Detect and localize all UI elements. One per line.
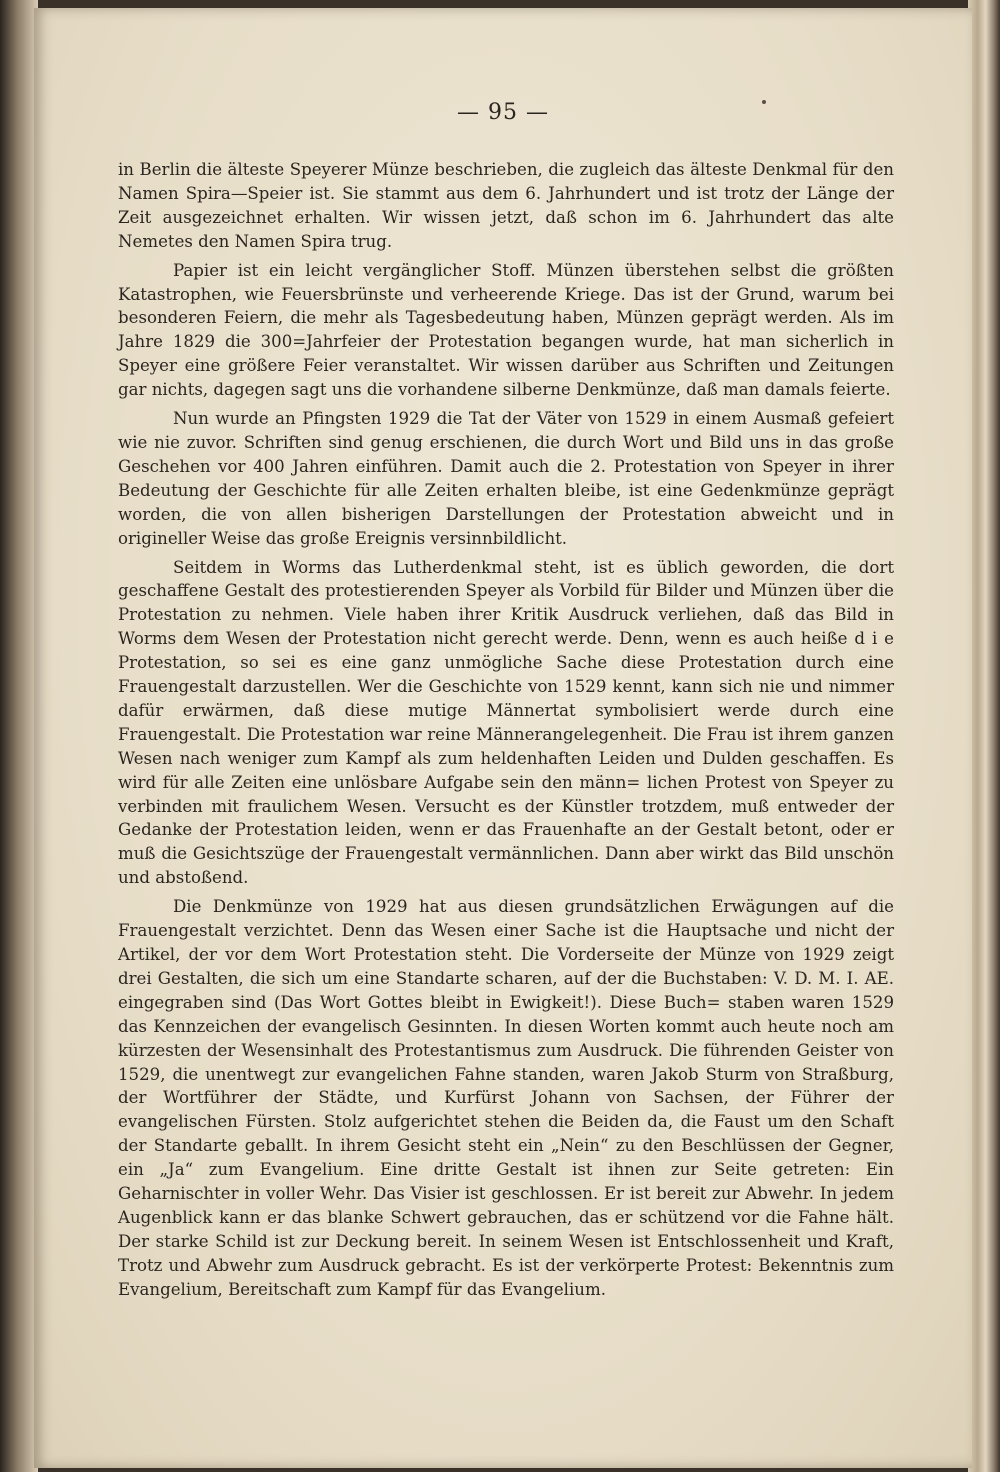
paragraph: in Berlin die älteste Speyerer Münze beschrieben, die zugleich das älteste Denkmal für den Namen Spira—Speier ist. Sie stammt aus dem 6. Jahrhundert und ist trotz der Länge der Zeit ausgezeichnet erhalten. Wir wissen jetzt, daß schon im 6. Jahrhundert das alte Nemetes den Namen Spira trug. (118, 160, 894, 251)
ink-speck (762, 100, 766, 104)
book-page (34, 8, 972, 1468)
body-text (118, 158, 894, 1307)
page-number: — 95 — (457, 100, 549, 125)
paragraph: Seitdem in Worms das Lutherdenkmal steht, ist es üblich geworden, die dort geschaffene Gestalt des protestierenden Speyer als Vorbild für Bilder und Münzen über die Protestation zu nehmen. Viele haben ihrer Kritik Ausdruck verliehen, daß das Bild in Worms dem Wesen der Protestation nicht gerecht werde. Denn, wenn es auch heiße d i e Protestation, so sei es eine ganz unmögliche Sache diese Protestation durch eine Frauengestalt darzustellen. Wer die Geschichte von 1529 kennt, kann sich nie und nimmer dafür erwärmen, daß diese mutige Männertat symbolisiert werde durch eine Frauengestalt. Die Protestation war reine Männerangelegenheit. Die Frau ist ihrem ganzen Wesen nach weniger zum Kampf als zum heldenhaften Leiden und Dulden geschaffen. Es wird für alle Zeiten eine unlösbare Aufgabe sein den männ= lichen Protest von Speyer zu verbinden mit fraulichem Wesen. Versucht es der Künstler trotzdem, muß entweder der Gedanke der Protestation leiden, wenn er das Frauenhafte an der Gestalt betont, oder er muß die Gesichtszüge der Frauengestalt vermännlichen. Dann aber wirkt das Bild unschön und abstoßend. (118, 557, 894, 888)
page-stack-edge (968, 0, 1000, 1472)
paragraph: Die Denkmünze von 1929 hat aus diesen grundsätzlichen Erwägungen auf die Frauengestalt verzichtet. Denn das Wesen einer Sache ist die Hauptsache und nicht der Artikel, der vor dem Wort Protestation steht. Die Vorderseite der Münze von 1929 zeigt drei Gestalten, die sich um eine Standarte scharen, auf der die Buchstaben: V. D. M. I. AE. eingegraben sind (Das Wort Gottes bleibt in Ewigkeit!). Diese Buch= staben waren 1529 das Kennzeichen der evangelisch Gesinnten. In diesen Worten kommt auch heute noch am kürzesten der Wesensinhalt des Protestantismus zum Ausdruck. Die führenden Geister von 1529, die unentwegt zur evangelichen Fahne standen, waren Jakob Sturm von Straßburg, der Wortführer der Städte, und Kurfürst Johann von Sachsen, der Führer der evangelischen Fürsten. Stolz aufgerichtet stehen die Beiden da, die Faust um den Schaft der Standarte geballt. In ihrem Gesicht steht ein „Nein“ zu den Beschlüssen der Gegner, ein „Ja“ zum Evangelium. Eine dritte Gestalt ist ihnen zur Seite getreten: Ein Geharnischter in voller Wehr. Das Visier ist geschlossen. Er ist bereit zur Abwehr. In jedem Augenblick kann er das blanke Schwert gebrauchen, das er schützend vor die Fahne hält. Der starke Schild ist zur Deckung bereit. In seinem Wesen ist Entschlossenheit und Kraft, Trotz und Abwehr zum Ausdruck gebracht. Es ist der verkörperte Protest: Bekenntnis zum Evangelium, Bereitschaft zum Kampf für das Evangelium. (118, 897, 894, 1299)
book-binding (0, 0, 38, 1472)
paragraph: Papier ist ein leicht vergänglicher Stoff. Münzen überstehen selbst die größten Katastrophen, wie Feuersbrünste und verheerende Kriege. Das ist der Grund, warum bei besonderen Feiern, die mehr als Tagesbedeutung haben, Münzen geprägt werden. Als im Jahre 1829 die 300=Jahrfeier der Protestation begangen wurde, hat man sicherlich in Speyer eine größere Feier veranstaltet. Wir wissen darüber aus Schriften und Zeitungen gar nichts, dagegen sagt uns die vorhandene silberne Denkmünze, daß man damals feierte. (118, 260, 894, 400)
paragraph: Nun wurde an Pfingsten 1929 die Tat der Väter von 1529 in einem Ausmaß gefeiert wie nie zuvor. Schriften sind genug erschienen, die durch Wort und Bild uns in das große Geschehen vor 400 Jahren einführen. Damit auch die 2. Protestation von Speyer in ihrer Bedeutung der Geschichte für alle Zeiten erhalten bleibe, ist eine Gedenkmünze geprägt worden, die von allen bisherigen Darstellungen der Protestation abweicht und in origineller Weise das große Ereignis versinnbildlicht. (118, 409, 894, 548)
